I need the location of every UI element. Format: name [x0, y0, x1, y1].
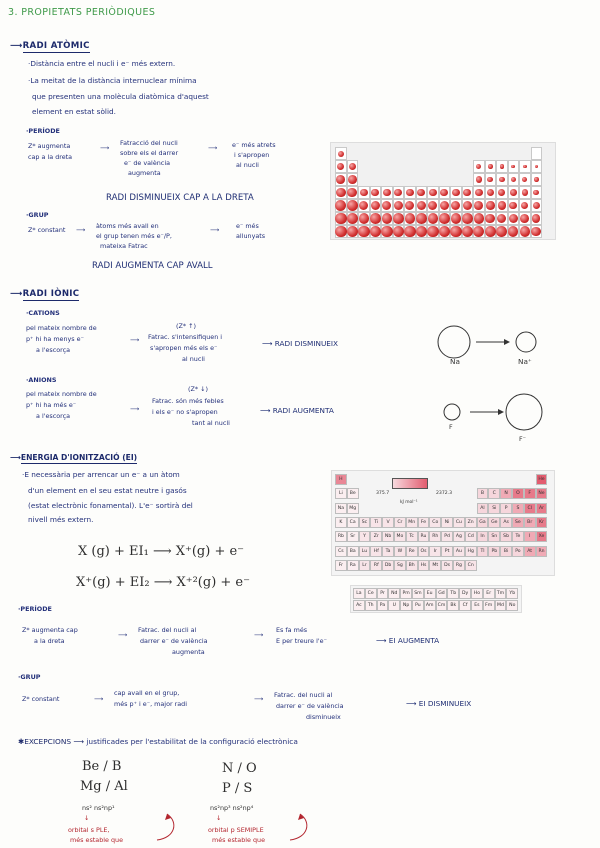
- f-block-cell: Th: [365, 600, 377, 611]
- element-cell: Ne: [536, 488, 548, 499]
- atom-size-dot: [406, 189, 414, 197]
- ei-periode-mid2-2: E per treure l'e⁻: [276, 637, 327, 645]
- element-cell: Db: [382, 560, 394, 571]
- f-block-cell: Yb: [506, 588, 518, 599]
- element-cell: Ca: [347, 517, 359, 528]
- atom-size-dot: [488, 164, 493, 169]
- element-cell: V: [382, 517, 394, 528]
- arrow-5: ⟶: [130, 336, 140, 344]
- grup-res-2: allunyats: [236, 232, 266, 240]
- atom-size-dot: [405, 213, 416, 224]
- atom-size-dot: [440, 201, 449, 210]
- asterisk-icon: ✱: [18, 737, 25, 746]
- f-block-cell: Er: [483, 588, 495, 599]
- f-block-cell: Gd: [436, 588, 448, 599]
- exception-mg-al: Mg / Al: [80, 779, 128, 794]
- element-cell: Tl: [477, 546, 489, 557]
- element-cell: Ag: [453, 531, 465, 542]
- element-cell: Mo: [394, 531, 406, 542]
- atom-size-dot: [533, 202, 540, 209]
- element-cell: F: [524, 488, 536, 499]
- cations-mid-2: s'apropen més els e⁻: [150, 344, 218, 352]
- atom-size-dot: [394, 201, 403, 210]
- atom-size-dot: [371, 201, 380, 210]
- f-block-cell: Pu: [412, 600, 424, 611]
- atom-size-dot: [427, 226, 439, 238]
- atom-size-dot: [498, 201, 506, 209]
- cations-cond-3: a l'escorça: [36, 346, 71, 354]
- left-note-2: més estable que: [70, 836, 124, 844]
- arrow-1: ⟶: [100, 144, 110, 152]
- down-arrow-left: ↓: [84, 814, 90, 822]
- down-arrow-right: ↓: [216, 814, 222, 822]
- atom-size-dot: [416, 213, 427, 224]
- atom-size-dot: [347, 200, 358, 211]
- equation-ei1: X (g) + EI₁ ⟶ X⁺(g) + e⁻: [78, 544, 245, 559]
- right-note-1: orbital p SEMIPLE: [208, 826, 264, 834]
- element-cell: Y: [359, 531, 371, 542]
- ei-grup-mid-1: cap avall en el grup,: [114, 689, 180, 697]
- periodic-table-ionization: [331, 470, 555, 576]
- arrow-2: ⟶: [208, 144, 218, 152]
- f-block-cell: Es: [471, 600, 483, 611]
- periode-mid-4: augmenta: [128, 169, 161, 177]
- element-cell: H: [335, 474, 347, 485]
- f-block-cell: Md: [495, 600, 507, 611]
- ei-periode-label: ·PERÍODE: [18, 605, 52, 613]
- atom-size-dot: [487, 189, 494, 196]
- element-cell: Cd: [465, 531, 477, 542]
- periodic-table-atomic-radius: [330, 142, 556, 240]
- atom-size-dot: [451, 213, 462, 224]
- exception-n-o: N / O: [222, 761, 257, 776]
- element-cell: Sg: [394, 560, 406, 571]
- atom-size-dot: [404, 226, 416, 238]
- ei-scale-min: 375.7: [376, 491, 390, 496]
- element-cell: As: [500, 517, 512, 528]
- atom-size-dot: [499, 177, 505, 183]
- element-cell: Cl: [524, 503, 536, 514]
- ei-grup-cond: Z* constant: [22, 695, 60, 703]
- f-block-cell: Nd: [388, 588, 400, 599]
- periode-res-1: e⁻ més atrets: [232, 141, 276, 149]
- element-cell: Po: [512, 546, 524, 557]
- f-block-cell: Tm: [495, 588, 507, 599]
- f-block-cell: Pa: [377, 600, 389, 611]
- f-block-cell: No: [506, 600, 518, 611]
- element-cell: Pb: [488, 546, 500, 557]
- element-cell: Al: [477, 503, 489, 514]
- cations-mid-1: Fatrac. s'intensifiquen i: [148, 333, 223, 341]
- cations-cond-1: pel mateix nombre de: [26, 324, 97, 332]
- anions-cond-1: pel mateix nombre de: [26, 390, 97, 398]
- grup-label: ·GRUP: [26, 211, 49, 219]
- atom-size-dot: [335, 226, 347, 238]
- anions-z: (Z* ↓): [188, 385, 208, 393]
- atom-size-dot: [349, 163, 356, 170]
- atom-size-dot: [336, 175, 345, 184]
- ei-grup-label: ·GRUP: [18, 673, 41, 681]
- element-cell: I: [524, 531, 536, 542]
- atom-size-dot: [393, 213, 404, 224]
- anions-mid-1: Fatrac. són més febles: [152, 397, 224, 405]
- ei-grup-mid2-2: darrer e⁻ de valència: [276, 702, 344, 710]
- ion-na-plus: Na⁺: [518, 357, 532, 366]
- periode-res-3: al nucli: [236, 161, 259, 169]
- element-cell: Ga: [477, 517, 489, 528]
- element-cell: Fr: [335, 560, 347, 571]
- ei-periode-mid-2: darrer e⁻ de valència: [140, 637, 208, 645]
- element-cell: Fe: [418, 517, 430, 528]
- element-cell: Re: [406, 546, 418, 557]
- ei-periode-mid2-1: Es fa més: [276, 626, 308, 634]
- atomic-radius-cell: [531, 147, 543, 160]
- atom-size-dot: [486, 201, 495, 210]
- grup-mid-2: el grup tenen més e⁻/P,: [96, 232, 172, 240]
- atom-size-dot: [523, 165, 527, 169]
- element-cell: P: [500, 503, 512, 514]
- atom-size-dot: [500, 164, 504, 168]
- ei-periode-mid-1: Fatrac. del nucli al: [138, 626, 197, 634]
- anions-result: ⟶ RADI AUGMENTA: [260, 406, 334, 415]
- element-cell: Cn: [465, 560, 477, 571]
- atom-size-dot: [370, 213, 381, 224]
- cations-result: ⟶ RADI DISMINUEIX: [262, 339, 339, 348]
- element-cell: At: [524, 546, 536, 557]
- element-cell: Te: [512, 531, 524, 542]
- ei-grup-mid2-3: disminueix: [306, 713, 341, 721]
- element-cell: Na: [335, 503, 347, 514]
- cations-label: ·CATIONS: [26, 309, 60, 317]
- atom-size-dot: [348, 175, 357, 184]
- radi-ionic-heading: ⟶RADI IÒNIC: [10, 289, 80, 299]
- cation-diagram: [436, 324, 566, 360]
- arrow-7: ⟶: [118, 631, 128, 639]
- element-cell: Lr: [359, 560, 371, 571]
- element-cell: Zr: [370, 531, 382, 542]
- element-cell: He: [536, 474, 548, 485]
- grup-mid-3: mateixa Fatrac: [100, 242, 148, 250]
- anions-label: ·ANIONS: [26, 376, 57, 384]
- atom-size-dot: [439, 213, 450, 224]
- atom-size-dot: [428, 213, 439, 224]
- anions-mid-3: tant al nucli: [192, 419, 230, 427]
- element-cell: Rf: [370, 560, 382, 571]
- atom-size-dot: [475, 189, 483, 197]
- element-cell: Pd: [441, 531, 453, 542]
- periode-mid-2: sobre els el darrer: [120, 149, 179, 157]
- element-cell: Si: [488, 503, 500, 514]
- element-cell: Ar: [536, 503, 548, 514]
- cations-mid-3: al nucli: [182, 355, 205, 363]
- f-block-cell: Tb: [447, 588, 459, 599]
- atom-size-dot: [452, 189, 460, 197]
- atom-size-dot: [532, 214, 540, 222]
- f-block-cell: Pm: [400, 588, 412, 599]
- element-cell: Hg: [465, 546, 477, 557]
- element-cell: Ba: [347, 546, 359, 557]
- element-cell: Nb: [382, 531, 394, 542]
- atom-size-dot: [336, 188, 346, 198]
- f-block-cell: Cf: [459, 600, 471, 611]
- f-block-table: [350, 585, 522, 613]
- energia-def-2: d'un element en el seu estat neutre i gasós: [28, 486, 187, 495]
- element-cell: In: [477, 531, 489, 542]
- ei-grup-result: ⟶ EI DISMINUEIX: [406, 699, 472, 708]
- ion-f: F: [449, 423, 453, 431]
- element-cell: Xe: [536, 531, 548, 542]
- energia-heading: ⟶ENERGIA D'IONITZACIÓ (EI): [10, 453, 138, 462]
- equation-ei2: X⁺(g) + EI₂ ⟶ X⁺²(g) + e⁻: [76, 575, 250, 590]
- atom-size-dot: [450, 226, 462, 238]
- ei-grup-mid-2: més p⁺ i e⁻, major radi: [114, 700, 188, 708]
- element-cell: Co: [429, 517, 441, 528]
- element-cell: Li: [335, 488, 347, 499]
- anions-cond-3: a l'escorça: [36, 412, 71, 420]
- left-note-1: orbital s PLE,: [68, 826, 110, 834]
- element-cell: Sc: [359, 517, 371, 528]
- ei-scale-max: 2372.3: [436, 491, 453, 496]
- element-cell: Cs: [335, 546, 347, 557]
- right-config: ns²np³ ns²np⁴: [210, 804, 254, 812]
- grup-mid-1: àtoms més avall en: [96, 222, 159, 230]
- element-cell: Be: [347, 488, 359, 499]
- arrow-9: ⟶: [94, 695, 104, 703]
- element-cell: N: [500, 488, 512, 499]
- element-cell: Rg: [453, 560, 465, 571]
- arrow-4: ⟶: [210, 226, 220, 234]
- right-note-2: més estable que: [212, 836, 266, 844]
- atom-size-dot: [335, 213, 347, 225]
- element-cell: Sb: [500, 531, 512, 542]
- f-block-cell: Sm: [412, 588, 424, 599]
- periode-mid-1: Fatracció del nucli: [120, 139, 178, 147]
- element-cell: S: [512, 503, 524, 514]
- element-cell: Tc: [406, 531, 418, 542]
- anions-cond-2: p⁺ hi ha més e⁻: [26, 401, 77, 409]
- atom-size-dot: [383, 189, 391, 197]
- element-cell: Lu: [359, 546, 371, 557]
- element-cell: Hs: [418, 560, 430, 571]
- cations-z: (Z* ↑): [176, 322, 196, 330]
- arrow-10: ⟶: [254, 695, 264, 703]
- ion-f-minus: F⁻: [519, 435, 527, 443]
- element-cell: K: [335, 517, 347, 528]
- element-cell: Kr: [536, 517, 548, 528]
- atom-size-dot: [510, 189, 517, 196]
- grup-conclusion: RADI AUGMENTA CAP AVALL: [92, 261, 213, 271]
- element-cell: Rh: [429, 531, 441, 542]
- atom-size-dot: [462, 213, 473, 224]
- periode-conclusion: RADI DISMINUEIX CAP A LA DRETA: [106, 193, 254, 203]
- atom-size-dot: [535, 165, 538, 168]
- element-cell: Ir: [429, 546, 441, 557]
- element-cell: Ru: [418, 531, 430, 542]
- ei-periode-result: ⟶ EI AUGMENTA: [376, 636, 440, 645]
- atom-size-dot: [358, 226, 370, 238]
- arrow-8: ⟶: [254, 631, 264, 639]
- element-cell: Bi: [500, 546, 512, 557]
- element-cell: Os: [418, 546, 430, 557]
- atom-size-dot: [522, 189, 528, 195]
- element-cell: Ta: [382, 546, 394, 557]
- element-cell: W: [394, 546, 406, 557]
- exception-p-s: P / S: [222, 781, 253, 796]
- element-cell: Ge: [488, 517, 500, 528]
- arrow-3: ⟶: [76, 226, 86, 234]
- ei-periode-cond-1: Z* augmenta cap: [22, 626, 78, 634]
- element-cell: Mg: [347, 503, 359, 514]
- element-cell: Hf: [370, 546, 382, 557]
- f-block-cell: Fm: [483, 600, 495, 611]
- atom-size-dot: [463, 201, 472, 210]
- ei-color-scale: [392, 478, 428, 489]
- excepcions-label: ✱EXCEPCIONS ⟶ justificades per l'estabilitat de la configuració electrònica: [18, 737, 298, 746]
- cations-cond-2: p⁺ hi ha menys e⁻: [26, 335, 84, 343]
- left-config: ns² ns²np¹: [82, 804, 115, 812]
- atom-size-dot: [338, 151, 344, 157]
- radi-atomic-heading: ⟶RADI ATÒMIC: [10, 41, 90, 51]
- element-cell: Bh: [406, 560, 418, 571]
- periode-mid-3: e⁻ de valència: [124, 159, 171, 167]
- element-cell: Br: [524, 517, 536, 528]
- element-cell: Mn: [406, 517, 418, 528]
- f-block-cell: Am: [424, 600, 436, 611]
- atom-size-dot: [417, 201, 426, 210]
- element-cell: Cr: [394, 517, 406, 528]
- radi-atomic-def-1: ·Distància entre el nucli i e⁻ més extern.: [28, 59, 176, 68]
- energia-def-4: nivell més extern.: [28, 515, 94, 524]
- atom-size-dot: [360, 189, 368, 197]
- f-block-cell: U: [388, 600, 400, 611]
- radi-atomic-def-2: ·La meitat de la distància internuclear mínima: [28, 76, 197, 85]
- grup-res-1: e⁻ més: [236, 222, 259, 230]
- f-block-cell: La: [353, 588, 365, 599]
- element-cell: Ti: [370, 517, 382, 528]
- atom-size-dot: [382, 213, 393, 224]
- atom-size-dot: [508, 226, 518, 236]
- atom-size-dot: [511, 177, 516, 182]
- atom-size-dot: [474, 213, 484, 223]
- ei-grup-mid2-1: Fatrac. del nucli al: [274, 691, 333, 699]
- atom-size-dot: [359, 213, 370, 224]
- exception-be-b: Be / B: [82, 759, 122, 774]
- element-cell: Mt: [429, 560, 441, 571]
- f-block-cell: Bk: [447, 600, 459, 611]
- element-cell: B: [477, 488, 489, 499]
- f-block-cell: Dy: [459, 588, 471, 599]
- anion-diagram: [440, 394, 550, 438]
- f-block-cell: Np: [400, 600, 412, 611]
- energia-def-1: ·E necessària per arrencar un e⁻ a un àtom: [22, 470, 180, 479]
- radi-atomic-def-4: element en estat sòlid.: [32, 107, 116, 116]
- element-cell: Ra: [347, 560, 359, 571]
- ion-na: Na: [450, 357, 460, 366]
- element-cell: Ds: [441, 560, 453, 571]
- element-cell: Ni: [441, 517, 453, 528]
- arrow-6: ⟶: [130, 405, 140, 413]
- atom-size-dot: [496, 226, 507, 237]
- atom-size-dot: [485, 226, 496, 237]
- atom-size-dot: [381, 226, 393, 238]
- f-block-cell: Ho: [471, 588, 483, 599]
- element-cell: C: [488, 488, 500, 499]
- atom-size-dot: [476, 176, 482, 182]
- periode-cond-1: Z* augmenta: [28, 142, 71, 150]
- element-cell: O: [512, 488, 524, 499]
- periode-cond-2: cap a la dreta: [28, 153, 73, 161]
- f-block-cell: Cm: [436, 600, 448, 611]
- ei-periode-mid-3: augmenta: [172, 648, 205, 656]
- radi-atomic-def-3: que presenten una molècula diatòmica d'aquest: [32, 92, 209, 101]
- ei-periode-cond-2: a la dreta: [34, 637, 65, 645]
- periode-res-2: i s'apropen: [234, 151, 270, 159]
- grup-cond: Z* constant: [28, 226, 66, 234]
- page-title: 3. PROPIETATS PERIÒDIQUES: [8, 7, 156, 18]
- element-cell: Cu: [453, 517, 465, 528]
- element-cell: Sn: [488, 531, 500, 542]
- element-cell: Zn: [465, 517, 477, 528]
- atom-size-dot: [429, 189, 437, 197]
- element-cell: Se: [512, 517, 524, 528]
- curved-arrow-left: [155, 812, 185, 842]
- ei-scale-unit: kJ mol⁻¹: [400, 500, 418, 505]
- element-cell: Au: [453, 546, 465, 557]
- curved-arrow-right: [288, 812, 318, 842]
- atom-size-dot: [520, 226, 530, 236]
- element-cell: Pt: [441, 546, 453, 557]
- element-cell: Rb: [335, 531, 347, 542]
- periode-label: ·PERÍODE: [26, 127, 60, 135]
- f-block-cell: Ce: [365, 588, 377, 599]
- anions-mid-2: i els e⁻ no s'apropen: [152, 408, 218, 416]
- f-block-cell: Eu: [424, 588, 436, 599]
- atom-size-dot: [534, 177, 539, 182]
- energia-def-3: (estat electrònic fonamental). L'e⁻ sortirà del: [28, 501, 193, 510]
- f-block-cell: Pr: [377, 588, 389, 599]
- element-cell: Sr: [347, 531, 359, 542]
- f-block-cell: Ac: [353, 600, 365, 611]
- atom-size-dot: [509, 214, 518, 223]
- atom-size-dot: [520, 214, 529, 223]
- element-cell: Rn: [536, 546, 548, 557]
